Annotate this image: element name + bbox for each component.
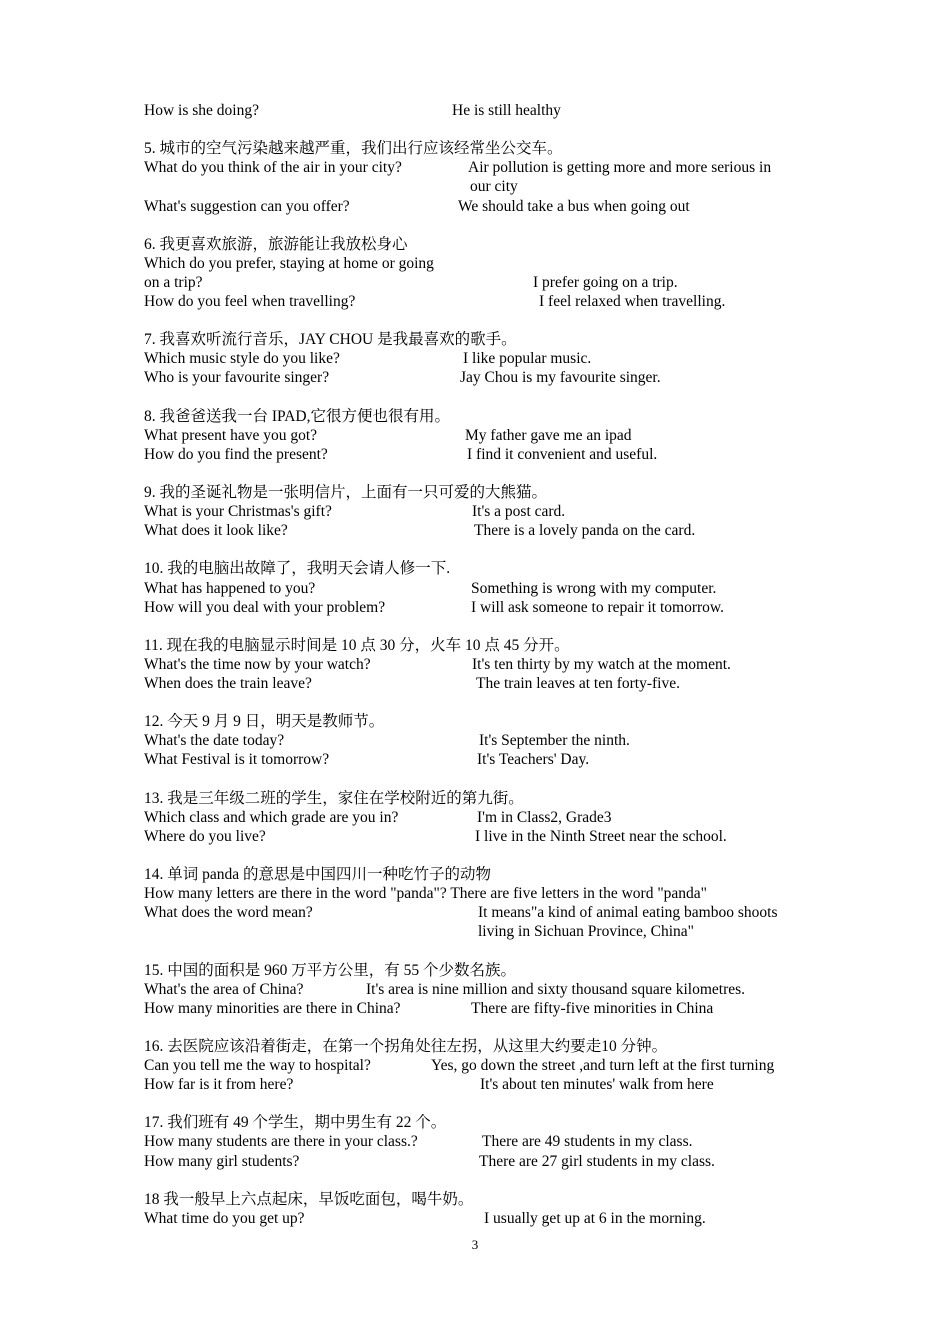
question-text: Can you tell me the way to hospital? — [144, 1057, 371, 1074]
item-heading: 12. 今天 9 月 9 日，明天是教师节。 — [144, 713, 385, 731]
item-heading: 15. 中国的面积是 960 万平方公里，有 55 个少数名族。 — [144, 961, 517, 979]
item-heading: 8. 我爸爸送我一台 IPAD,它很方便也很有用。 — [144, 407, 450, 425]
answer-text: I will ask someone to repair it tomorrow. — [471, 598, 724, 616]
question-text: How many minorities are there in China? — [144, 999, 401, 1017]
answer-text: Yes, go down the street ,and turn left at the first turning — [431, 1057, 775, 1074]
answer-text: It's Teachers' Day. — [477, 751, 590, 769]
answer-text: I like popular music. — [463, 350, 592, 368]
answer-text: He is still healthy — [452, 102, 561, 119]
question-text: What does the word mean? — [144, 904, 313, 922]
question-text: How is she doing? — [144, 102, 259, 119]
answer-text: We should take a bus when going out — [458, 197, 690, 215]
question-text: How many girl students? — [144, 1152, 300, 1170]
question-text: What present have you got? — [144, 426, 318, 444]
item-heading: 10. 我的电脑出故障了，我明天会请人修一下. — [144, 560, 451, 578]
answer-text: Air pollution is getting more and more serious in — [468, 159, 772, 177]
question-text: Which music style do you like? — [144, 350, 340, 368]
answer-text: The train leaves at ten forty-five. — [476, 675, 680, 692]
question-text: Which class and which grade are you in? — [144, 808, 399, 826]
question-text: What has happened to you? — [144, 579, 316, 597]
item-heading: 18 我一般早上六点起床，早饭吃面包，喝牛奶。 — [144, 1190, 474, 1208]
answer-text: I live in the Ninth Street near the school. — [475, 827, 727, 845]
item-heading: 5. 城市的空气污染越来越严重，我们出行应该经常坐公交车。 — [144, 140, 563, 158]
answer-text: It's September the ninth. — [479, 732, 630, 750]
page-number: 3 — [471, 1237, 479, 1252]
question-text: What's the area of China? — [144, 980, 304, 998]
answer-text: Something is wrong with my computer. — [471, 579, 717, 597]
question-text: How do you feel when travelling? — [144, 293, 356, 310]
answer-text: There are 27 girl students in my class. — [479, 1152, 715, 1170]
question-text: How many students are there in your class.? — [144, 1133, 418, 1151]
answer-text: Jay Chou is my favourite singer. — [460, 369, 661, 387]
question-text: What's the time now by your watch? — [144, 655, 371, 673]
answer-text: I find it convenient and useful. — [467, 445, 658, 463]
question-text: What does it look like? — [144, 522, 288, 540]
question-text: What's the date today? — [144, 732, 285, 750]
item-heading: 13. 我是三年级二班的学生，家住在学校附近的第九街。 — [144, 789, 524, 807]
answer-text: I feel relaxed when travelling. — [539, 293, 726, 310]
question-text: What Festival is it tomorrow? — [144, 751, 330, 769]
question-text: What's suggestion can you offer? — [144, 197, 350, 215]
question-text: Which do you prefer, staying at home or going — [144, 254, 434, 272]
item-heading: 9. 我的圣诞礼物是一张明信片，上面有一只可爱的大熊猫。 — [144, 484, 548, 501]
item-heading: 11. 现在我的电脑显示时间是 10 点 30 分，火车 10 点 45 分开。 — [144, 636, 570, 654]
answer-text: I prefer going on a trip. — [533, 273, 678, 291]
question-text: What time do you get up? — [144, 1209, 305, 1227]
answer-text: I usually get up at 6 in the morning. — [484, 1209, 706, 1227]
item-heading: 16. 去医院应该沿着街走，在第一个拐角处往左拐，从这里大约要走10 分钟。 — [144, 1037, 668, 1055]
question-text: What is your Christmas's gift? — [144, 503, 332, 521]
question-text: When does the train leave? — [144, 675, 312, 692]
answer-text: It's a post card. — [472, 503, 566, 521]
question-text: How do you find the present? — [144, 445, 328, 463]
answer-text: our city — [470, 178, 518, 196]
answer-text: I'm in Class2, Grade3 — [477, 808, 612, 826]
answer-text: It means"a kind of animal eating bamboo shoots — [478, 904, 778, 922]
answer-text: It's area is nine million and sixty thousand square kilometres. — [366, 980, 746, 998]
answer-text: My father gave me an ipad — [465, 426, 632, 444]
item-heading: 17. 我们班有 49 个学生，期中男生有 22 个。 — [144, 1114, 447, 1132]
answer-text: It's ten thirty by my watch at the moment. — [472, 655, 731, 673]
answer-text: There is a lovely panda on the card. — [474, 522, 696, 540]
question-text: Where do you live? — [144, 827, 266, 845]
answer-text: It's about ten minutes' walk from here — [480, 1076, 714, 1094]
answer-text: living in Sichuan Province, China" — [478, 923, 694, 941]
question-text: How far is it from here? — [144, 1076, 294, 1094]
question-text: How many letters are there in the word "panda"? There are five letters in the word "panda" — [144, 885, 707, 903]
answer-text: There are fifty-five minorities in China — [471, 999, 714, 1017]
question-text: on a trip? — [144, 273, 203, 291]
question-text: What do you think of the air in your city? — [144, 159, 402, 177]
item-heading: 14. 单词 panda 的意思是中国四川一种吃竹子的动物 — [144, 866, 492, 883]
answer-text: There are 49 students in my class. — [482, 1133, 693, 1151]
item-heading: 7. 我喜欢听流行音乐，JAY CHOU 是我最喜欢的歌手。 — [144, 331, 517, 349]
question-text: Who is your favourite singer? — [144, 369, 330, 387]
question-text: How will you deal with your problem? — [144, 598, 386, 616]
item-heading: 6. 我更喜欢旅游，旅游能让我放松身心 — [144, 235, 408, 253]
